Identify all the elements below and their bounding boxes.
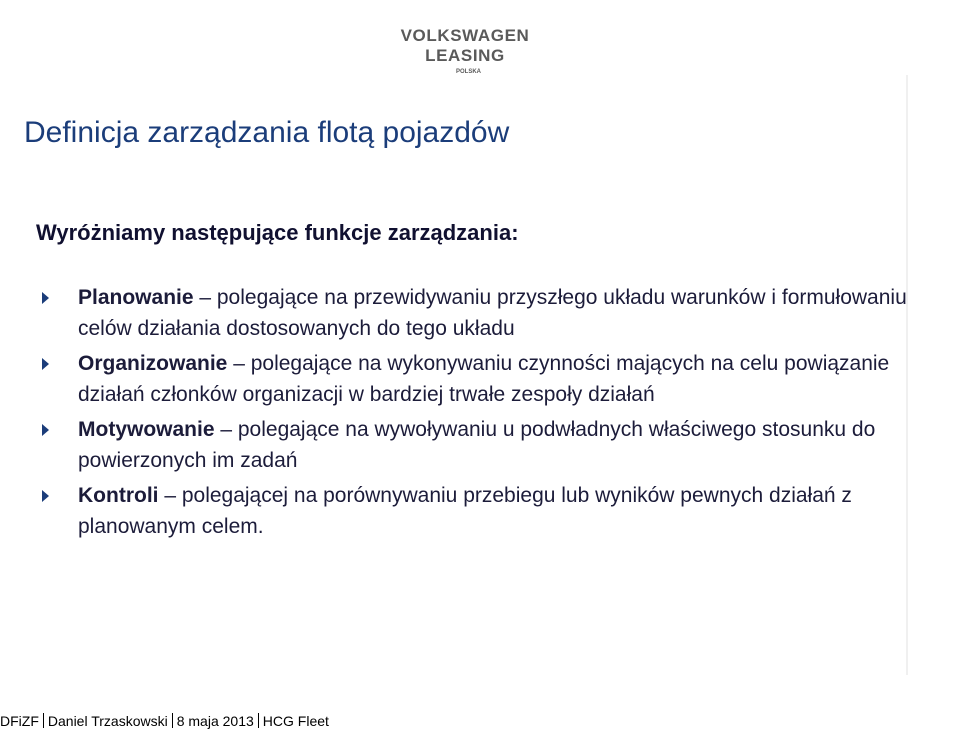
logo bbox=[360, 26, 570, 76]
footer-separator bbox=[172, 713, 173, 728]
item-term: Organizowanie bbox=[78, 352, 228, 375]
triangle-bullet-icon bbox=[42, 424, 49, 436]
footer-separator bbox=[43, 713, 44, 728]
item-description: – polegające na wywoływaniu u podwładnych właściwego stosunku do powierzonych im zadań bbox=[78, 418, 876, 472]
item-description: – polegające na przewidywaniu przyszłego układu warunków i formułowaniu celów działania dostosowanych do tego układu bbox=[78, 286, 907, 340]
item-term: Kontroli bbox=[78, 484, 159, 507]
logo-subtitle: POLSKA bbox=[456, 69, 482, 75]
item-term: Motywowanie bbox=[78, 418, 215, 441]
footer-event: HCG Fleet bbox=[262, 713, 329, 729]
list-item bbox=[40, 349, 910, 410]
footer-separator bbox=[258, 713, 259, 728]
functions-list bbox=[40, 283, 910, 547]
footer-author: Daniel Trzaskowski bbox=[47, 713, 168, 729]
footer-date: 8 maja 2013 bbox=[176, 713, 254, 729]
list-item bbox=[40, 283, 910, 344]
footer-department: DFiZF bbox=[0, 713, 39, 729]
list-item bbox=[40, 415, 910, 476]
list-item bbox=[40, 481, 910, 542]
item-description: – polegające na wykonywaniu czynności mających na celu powiązanie działań członków organizacji w bardziej trwałe zespoły działań bbox=[78, 352, 890, 406]
item-description: – polegającej na porównywaniu przebiegu lub wyników pewnych działań z planowanym celem. bbox=[78, 484, 852, 538]
footer bbox=[0, 712, 329, 730]
triangle-bullet-icon bbox=[42, 358, 49, 370]
logo-wordmark: VOLKSWAGEN LEASING bbox=[400, 26, 530, 65]
triangle-bullet-icon bbox=[42, 292, 49, 304]
item-term: Planowanie bbox=[78, 286, 194, 309]
intro-text: Wyróżniamy następujące funkcje zarządzania: bbox=[36, 220, 519, 245]
triangle-bullet-icon bbox=[42, 490, 49, 502]
slide-title: Definicja zarządzania flotą pojazdów bbox=[24, 116, 510, 149]
